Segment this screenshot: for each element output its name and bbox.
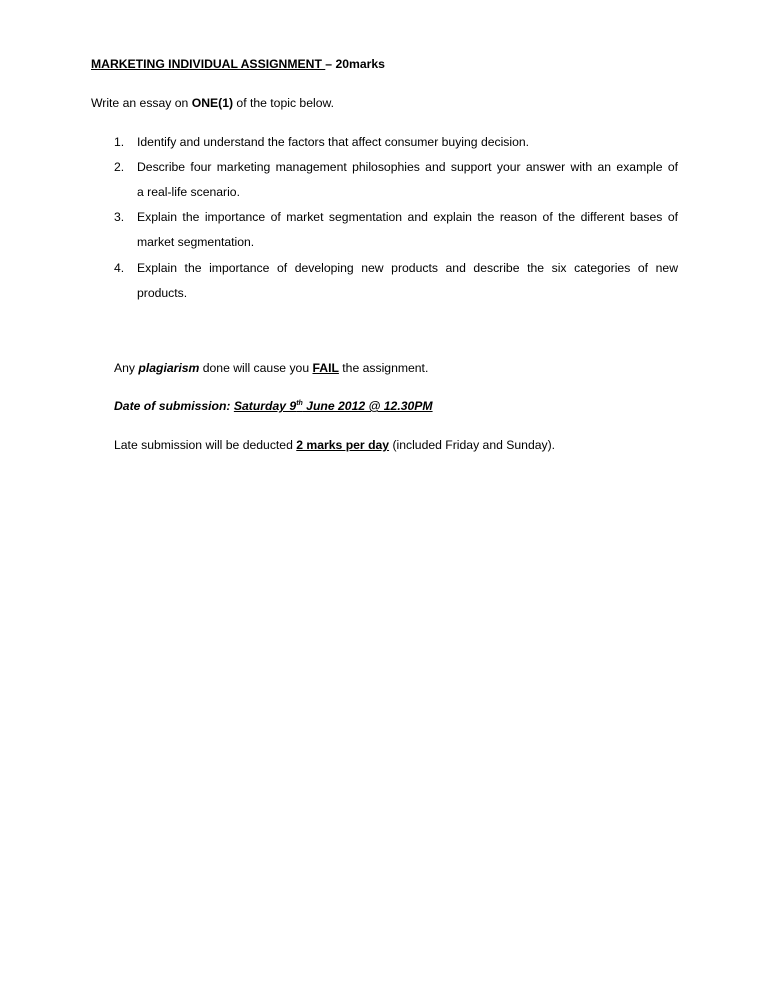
list-item-number: 2. xyxy=(114,160,125,174)
list-item-number: 4. xyxy=(114,261,125,275)
date-superscript: th xyxy=(296,400,303,407)
list-item-text: Explain the importance of developing new products and describe the six categories of new xyxy=(137,261,678,275)
fail-word: FAIL xyxy=(312,361,339,375)
intro-line xyxy=(91,95,334,111)
list-item-number: 1. xyxy=(114,135,125,149)
title-marks: – 20marks xyxy=(325,57,385,71)
intro-after: of the topic below. xyxy=(233,96,334,110)
list-item-text: Explain the importance of market segmentation and explain the reason of the different bases of xyxy=(137,210,678,224)
submission-date xyxy=(114,398,433,414)
list-item-text: market segmentation. xyxy=(137,235,255,249)
list-item-text: Identify and understand the factors that affect consumer buying decision. xyxy=(137,135,530,149)
intro-emphasis: ONE(1) xyxy=(191,96,234,110)
late-penalty: 2 marks per day xyxy=(296,438,390,452)
plagiarism-warning xyxy=(114,360,428,376)
list-item-text: products. xyxy=(137,286,188,300)
late-submission-note xyxy=(114,437,555,453)
list-item-number: 3. xyxy=(114,210,125,224)
intro-before: Write an essay on xyxy=(91,96,192,110)
late-before: Late submission will be deducted xyxy=(114,438,297,452)
late-after: (included Friday and Sunday). xyxy=(389,438,556,452)
submission-date-value xyxy=(234,399,433,413)
submission-label: Date of submission: xyxy=(114,399,234,413)
list-item-text: Describe four marketing management philosophies and support your answer with an example of xyxy=(137,160,678,174)
date-prefix: Saturday 9 xyxy=(233,399,297,413)
plagiarism-after: the assignment. xyxy=(338,361,429,375)
date-suffix: June 2012 @ 12.30PM xyxy=(302,399,433,413)
plagiarism-before: Any xyxy=(114,361,139,375)
assignment-title xyxy=(91,56,385,72)
plagiarism-middle: done will cause you xyxy=(199,361,313,375)
plagiarism-word: plagiarism xyxy=(138,361,200,375)
title-heading: MARKETING INDIVIDUAL ASSIGNMENT xyxy=(91,57,326,71)
list-item-text: a real-life scenario. xyxy=(137,185,240,199)
